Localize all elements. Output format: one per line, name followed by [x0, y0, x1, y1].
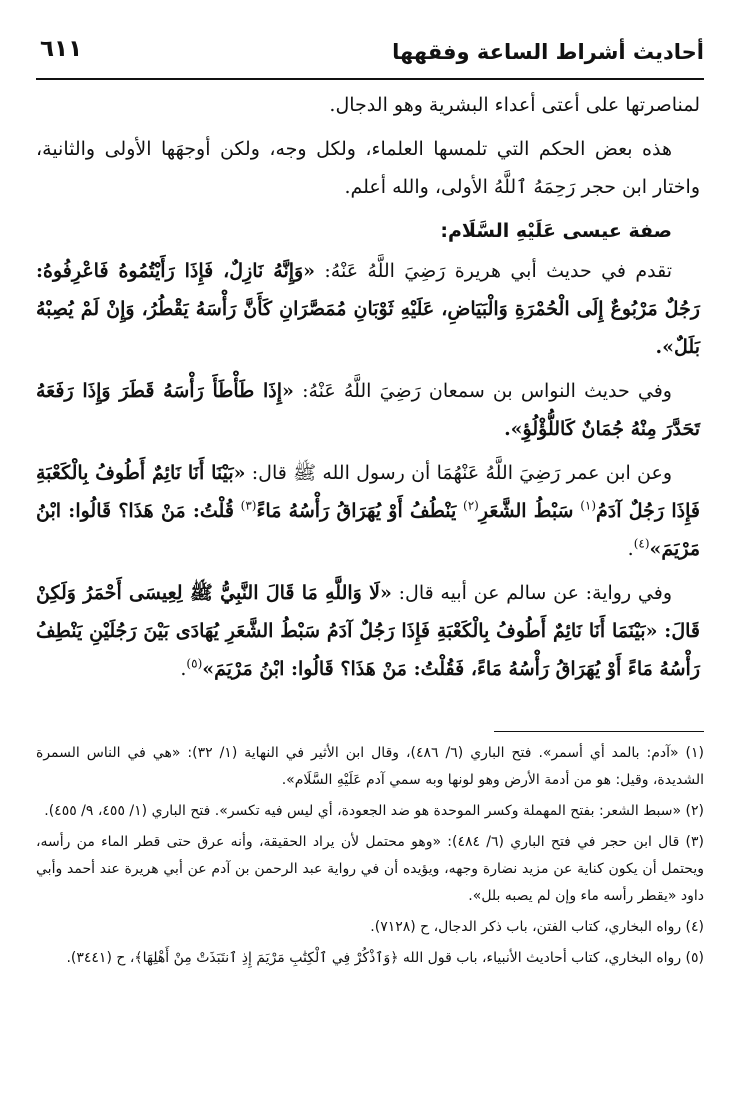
paragraph-3-hadith: «وَإِنَّهُ نَازِلٌ، فَإِذَا رَأَيْتُمُوهُ فَاعْرِفُوهُ: رَجُلٌ مَرْبُوعٌ إِلَى الْحُمْرَةِ وَالْبَيَاضِ، عَلَيْهِ ثَوْبَانِ مُمَصَّرَانِ كَأَنَّ رَأْسَهُ يَقْطُرُ، وَإِنْ لَمْ يُصِبْهُ بَلَلٌ». — [36, 260, 700, 358]
footnote-2: (٢) «سبط الشعر: بفتح المهملة وكسر الموحدة هو ضد الجعودة، أي ليس فيه تكسر». فتح الباري (١/ ٤٥٥، ٩/ ٤٥٥). — [44, 803, 704, 819]
paragraph-4-intro: وفي حديث النواس بن سمعان رَضِيَ اللَّهُ عَنْهُ: — [302, 380, 672, 402]
section-heading: صفة عيسى عَلَيْهِ السَّلَام: — [440, 220, 672, 242]
main-text — [36, 86, 700, 694]
page-header — [36, 30, 704, 80]
running-title: أحاديث أشراط الساعة وفقهها — [392, 40, 704, 64]
footnote-1: (١) «آدم: بالمد أي أسمر». فتح الباري (٦/ ٤٨٦)، وقال ابن الأثير في النهاية (١/ ٣٢): «هي في الناس السمرة الشديدة، وقيل: هو من أدمة الأرض وهو لونها وبه سمي آدم عَلَيْهِ السَّلَام». — [36, 745, 705, 788]
paragraph-6-end: . — [180, 658, 187, 680]
paragraph-3-intro: تقدم في حديث أبي هريرة رَضِيَ اللَّهُ عَنْهُ: — [324, 260, 672, 282]
footnote-ref-5: (٥) — [186, 656, 203, 671]
footnote-ref-2: (٢) — [463, 498, 479, 513]
paragraph-5-intro: وعن ابن عمر رَضِيَ اللَّهُ عَنْهُمَا أن رسول الله ﷺ قال: — [251, 462, 672, 484]
paragraph-4-hadith: «إِذَا طَأْطَأَ رَأْسَهُ قَطَرَ وَإِذَا رَفَعَهُ تَحَدَّرَ مِنْهُ جُمَانٌ كَاللُّؤْلُؤِ». — [36, 380, 700, 440]
paragraph-5-hadith-part-2: سَبْطُ الشَّعَرِ — [478, 500, 574, 522]
footnote-ref-3: (٣) — [240, 498, 257, 513]
paragraph-4 — [36, 372, 700, 448]
paragraph-6 — [36, 574, 700, 688]
footnote-3: (٣) قال ابن حجر في فتح الباري (٦/ ٤٨٤): «وهو محتمل لأن يراد الحقيقة، وأنه عرق حتى قطر الماء من رأسه، ويحتمل أن يكون كناية عن مزيد نضارة وجهه، ويؤيده أن في رواية عبد الرحمن بن آدم عن أبي هريرة عند أحمد وأبي داود «يقطر رأسه ماء وإن لم يصبه بلل». — [36, 834, 704, 904]
paragraph-5-hadith-part-3: يَنْطُفُ أَوْ يُهَرَاقُ رَأْسُهُ مَاءً — [256, 500, 457, 522]
paragraph-5-end: . — [627, 538, 634, 560]
footnote-5: (٥) رواه البخاري، كتاب أحاديث الأنبياء، باب قول الله ﴿وَٱذْكُرْ فِي ٱلْكِتَٰبِ مَرْيَمَ إِذِ ٱنتَبَذَتْ مِنْ أَهْلِهَا﴾، ح (٣٤٤١). — [66, 950, 704, 966]
paragraph-3 — [36, 252, 700, 366]
paragraph-2: هذه بعض الحكم التي تلمسها العلماء، ولكل وجه، ولكن أوجهَها الأولى والثانية، واختار ابن حجر رَحِمَهُ ٱللَّهُ الأولى، والله أعلم. — [36, 138, 700, 198]
footnote-ref-4: (٤) — [633, 536, 650, 551]
paragraph-5-hadith-part-4: قُلْتُ: مَنْ هَذَا؟ قَالُوا: ابْنُ مَرْيَمَ» — [36, 500, 700, 560]
paragraph-1: لمناصرتها على أعتى أعداء البشرية وهو الدجال. — [329, 94, 700, 116]
footnotes — [36, 740, 704, 976]
paragraph-6-intro: وفي رواية: عن سالم عن أبيه قال: — [398, 582, 672, 604]
page-number: ٦١١ — [40, 36, 83, 62]
paragraph-6-hadith: «لَا وَاللَّهِ مَا قَالَ النَّبِيُّ ﷺ لِعِيسَى أَحْمَرُ وَلَكِنْ قَالَ: «بَيْنَمَا أَنَا نَائِمٌ أَطُوفُ بِالْكَعْبَةِ فَإِذَا رَجُلٌ آدَمُ سَبْطُ الشَّعَرِ يُهَادَى بَيْنَ رَجُلَيْنِ يَنْطِفُ رَأْسُهُ مَاءً أَوْ يُهَرَاقُ رَأْسُهُ مَاءً، فَقُلْتُ: مَنْ هَذَا؟ قَالُوا: ابْنُ مَرْيَمَ» — [36, 582, 700, 680]
footnote-ref-1: (١) — [580, 498, 597, 513]
paragraph-5-hadith-part-1: «بَيْنَا أَنَا نَائِمٌ أَطُوفُ بِالْكَعْبَةِ فَإِذَا رَجُلٌ آدَمُ — [36, 462, 700, 522]
footnote-4: (٤) رواه البخاري، كتاب الفتن، باب ذكر الدجال، ح (٧١٢٨). — [370, 919, 704, 935]
paragraph-5 — [36, 454, 700, 568]
footnote-separator — [494, 731, 704, 732]
